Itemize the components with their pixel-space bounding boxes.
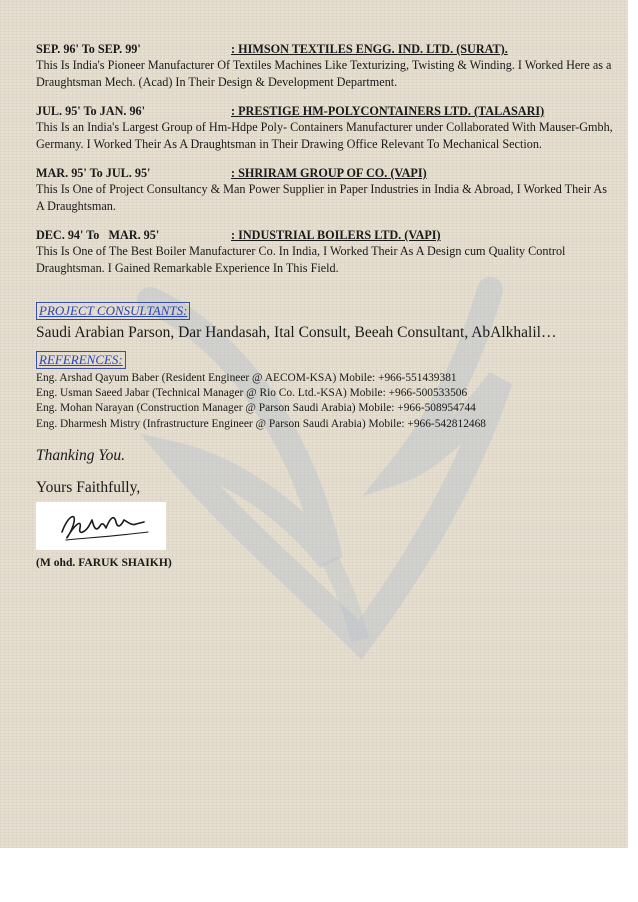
experience-date: SEP. 96' To SEP. 99' [36,42,141,56]
experience-heading [36,228,616,243]
experience-heading [36,42,616,57]
references-section [36,351,616,432]
salutation-text: Yours Faithfully, [36,478,141,496]
experience-entry [36,104,616,152]
signature-image [36,502,166,550]
experience-description: This Is One of Project Consultancy & Man Power Supplier in Paper Industries in India & Abroad, I Worked Their As A Draughtsman. [36,182,607,213]
experience-description: This Is One of The Best Boiler Manufacturer Co. In India, I Worked Their As A Design cum Quality Control Draughtsman. I Gained Remarkable Experience In This Field. [36,244,566,275]
experience-company: : SHRIRAM GROUP OF CO. (VAPI) [231,166,427,180]
experience-heading [36,166,616,181]
resume-content [36,42,616,569]
experience-company: : INDUSTRIAL BOILERS LTD. (VAPI) [231,228,441,242]
thanking-text: Thanking You. [36,446,126,464]
signatory-name: (M ohd. FARUK SHAIKH) [36,555,172,569]
experience-company: : PRESTIGE HM-POLYCONTAINERS LTD. (TALASARI) [231,104,545,118]
experience-entry [36,42,616,90]
reference-item: Eng. Usman Saeed Jabar (Technical Manager @ Rio Co. Ltd.-KSA) Mobile: +966-500533506 [36,387,468,400]
reference-item: Eng. Mohan Narayan (Construction Manager @ Parson Saudi Arabia) Mobile: +966-508954744 [36,402,476,415]
experience-company: : HIMSON TEXTILES ENGG. IND. LTD. (SURAT). [231,42,508,56]
experience-date: JUL. 95' To JAN. 96' [36,104,146,118]
experience-entry [36,228,616,276]
experience-date: MAR. 95' To JUL. 95' [36,166,151,180]
project-consultants-section [36,302,616,343]
reference-item: Eng. Dharmesh Mistry (Infrastructure Engineer @ Parson Saudi Arabia) Mobile: +966-542812468 [36,417,486,430]
experience-description: This Is an India's Largest Group of Hm-Hdpe Poly- Containers Manufacturer under Collaborated With Mauser-Gmbh, Germany. I Worked Their As A Draughtsman in Their Drawing Office Relevant To Mechanical Section. [36,120,613,151]
references-label: REFERENCES: [36,351,126,369]
experience-entry [36,166,616,214]
reference-item: Eng. Arshad Qayum Baber (Resident Engineer @ AECOM-KSA) Mobile: +966-551439381 [36,372,457,384]
signature-icon [36,502,166,550]
experience-date: DEC. 94' To MAR. 95' [36,228,160,242]
experience-description: This Is India's Pioneer Manufacturer Of Textiles Machines Like Texturizing, Twisting & Winding. I Worked Here as a Draughtsman Mech. (Acad) In Their Design & Development Department. [36,58,612,89]
references-list [36,371,616,432]
project-consultants-label: PROJECT CONSULTANTS: [36,302,190,320]
project-consultants-text: Saudi Arabian Parson, Dar Handasah, Ital Consult, Beeah Consultant, AbAlkhalil… [36,324,557,341]
experience-heading [36,104,616,119]
